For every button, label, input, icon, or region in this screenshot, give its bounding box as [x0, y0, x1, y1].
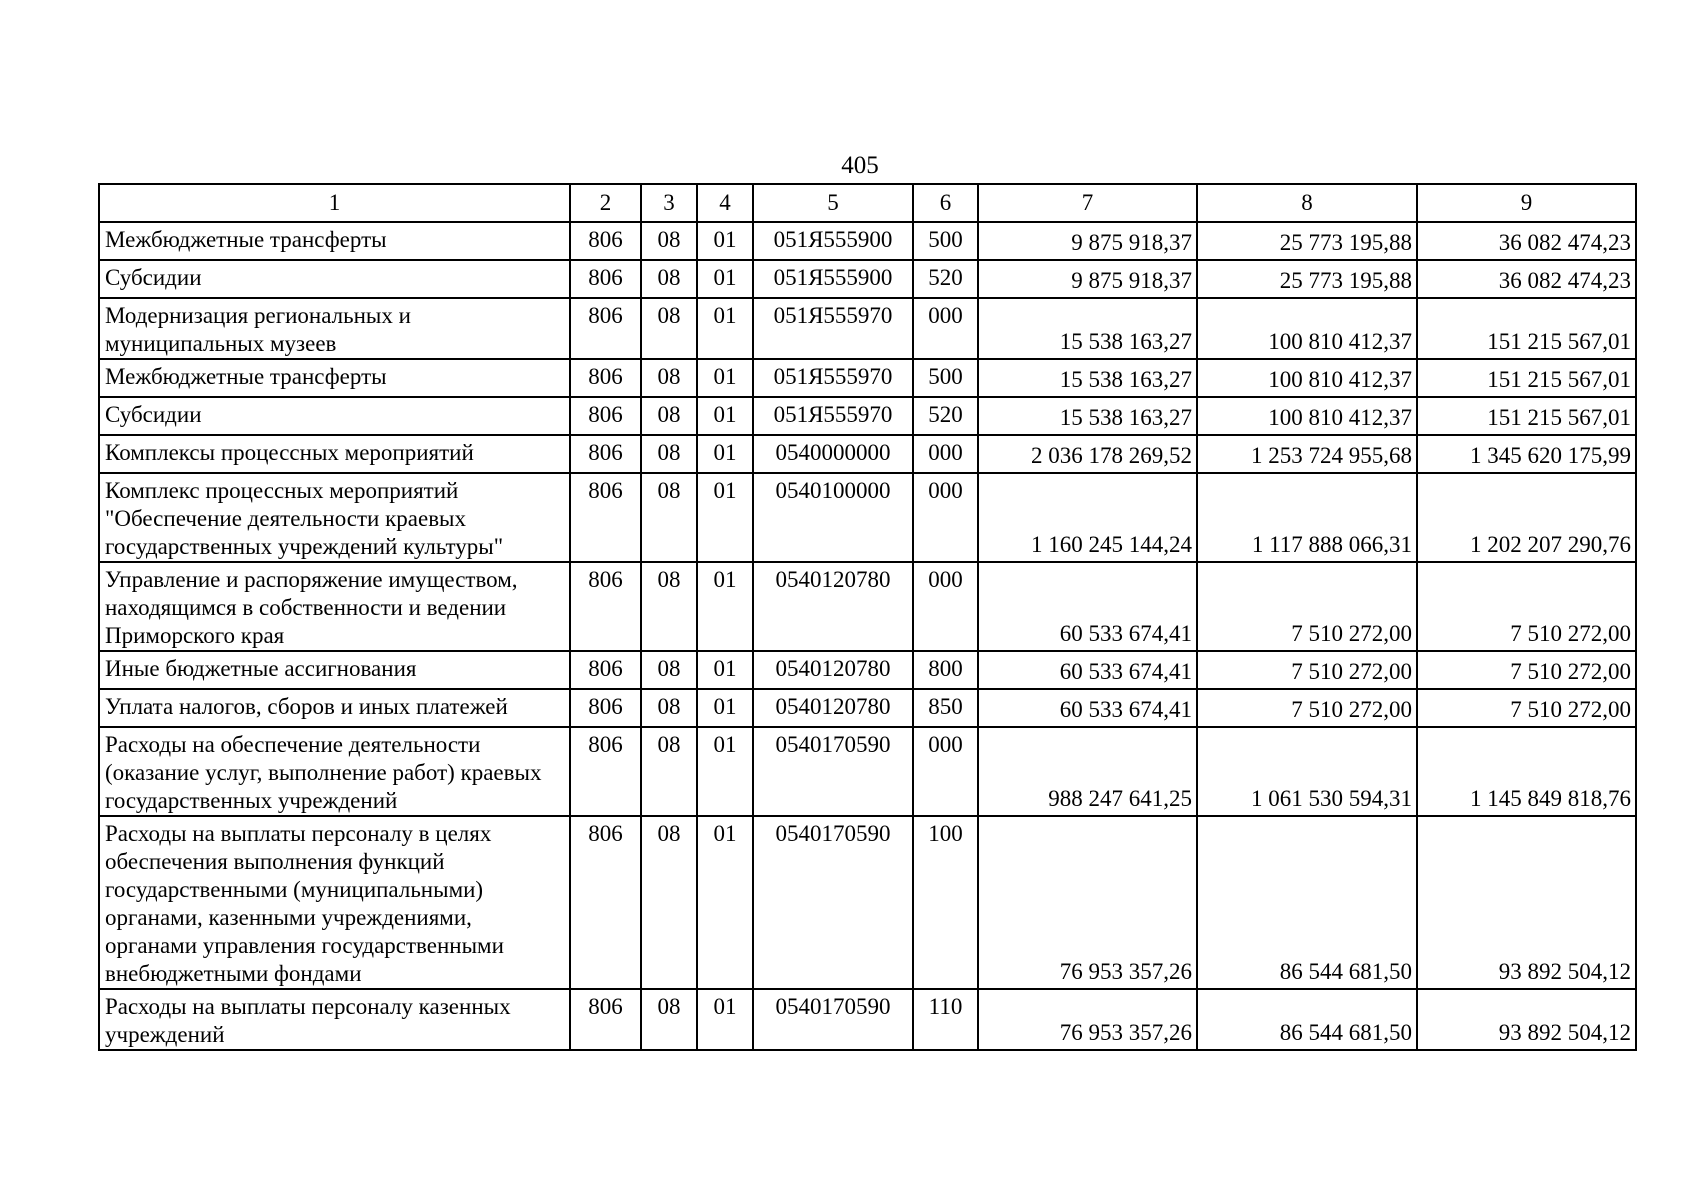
code-cell: 110: [913, 989, 978, 1050]
amount-cell: 7 510 272,00: [1417, 689, 1636, 727]
code-cell: 08: [641, 473, 697, 562]
code-cell: 01: [697, 651, 753, 689]
code-cell: 08: [641, 435, 697, 473]
table-row: [99, 435, 1636, 473]
code-cell: 01: [697, 359, 753, 397]
code-cell: 850: [913, 689, 978, 727]
code-cell: 0540120780: [753, 562, 913, 651]
amount-cell: 2 036 178 269,52: [978, 435, 1197, 473]
code-cell: 0540120780: [753, 651, 913, 689]
row-name: Расходы на обеспечение деятельности (оказание услуг, выполнение работ) краевых государственных учреждений: [99, 727, 570, 816]
row-name: Комплексы процессных мероприятий: [99, 435, 570, 473]
code-cell: 000: [913, 435, 978, 473]
amount-cell: 1 117 888 066,31: [1197, 473, 1417, 562]
row-name: Уплата налогов, сборов и иных платежей: [99, 689, 570, 727]
amount-cell: 60 533 674,41: [978, 689, 1197, 727]
code-cell: 000: [913, 727, 978, 816]
amount-cell: 7 510 272,00: [1197, 651, 1417, 689]
row-name: Межбюджетные трансферты: [99, 222, 570, 260]
code-cell: 806: [570, 727, 641, 816]
amount-cell: 25 773 195,88: [1197, 222, 1417, 260]
column-header: 4: [697, 184, 753, 222]
code-cell: 08: [641, 222, 697, 260]
code-cell: 051Я555900: [753, 260, 913, 298]
code-cell: 051Я555900: [753, 222, 913, 260]
table-row: [99, 689, 1636, 727]
table-row: [99, 359, 1636, 397]
code-cell: 520: [913, 260, 978, 298]
row-name: Управление и распоряжение имуществом, находящимся в собственности и ведении Приморского края: [99, 562, 570, 651]
amount-cell: 25 773 195,88: [1197, 260, 1417, 298]
amount-cell: 7 510 272,00: [1417, 651, 1636, 689]
code-cell: 500: [913, 222, 978, 260]
code-cell: 01: [697, 562, 753, 651]
amount-cell: 15 538 163,27: [978, 397, 1197, 435]
amount-cell: 7 510 272,00: [1197, 689, 1417, 727]
code-cell: 051Я555970: [753, 298, 913, 359]
code-cell: 000: [913, 298, 978, 359]
amount-cell: 9 875 918,37: [978, 260, 1197, 298]
code-cell: 01: [697, 298, 753, 359]
code-cell: 08: [641, 651, 697, 689]
code-cell: 01: [697, 816, 753, 989]
amount-cell: 36 082 474,23: [1417, 222, 1636, 260]
table-row: [99, 260, 1636, 298]
code-cell: 806: [570, 816, 641, 989]
code-cell: 0540120780: [753, 689, 913, 727]
code-cell: 08: [641, 298, 697, 359]
column-header: 6: [913, 184, 978, 222]
code-cell: 08: [641, 689, 697, 727]
column-header: 3: [641, 184, 697, 222]
amount-cell: 1 345 620 175,99: [1417, 435, 1636, 473]
column-header: 5: [753, 184, 913, 222]
amount-cell: 100 810 412,37: [1197, 359, 1417, 397]
code-cell: 01: [697, 989, 753, 1050]
amount-cell: 86 544 681,50: [1197, 816, 1417, 989]
amount-cell: 93 892 504,12: [1417, 816, 1636, 989]
amount-cell: 76 953 357,26: [978, 989, 1197, 1050]
table-row: [99, 562, 1636, 651]
code-cell: 806: [570, 473, 641, 562]
code-cell: 0540100000: [753, 473, 913, 562]
amount-cell: 1 160 245 144,24: [978, 473, 1197, 562]
code-cell: 01: [697, 397, 753, 435]
amount-cell: 1 253 724 955,68: [1197, 435, 1417, 473]
column-header: 9: [1417, 184, 1636, 222]
code-cell: 01: [697, 689, 753, 727]
amount-cell: 988 247 641,25: [978, 727, 1197, 816]
code-cell: 806: [570, 222, 641, 260]
code-cell: 0540170590: [753, 727, 913, 816]
code-cell: 01: [697, 473, 753, 562]
code-cell: 000: [913, 562, 978, 651]
code-cell: 08: [641, 260, 697, 298]
table-row: [99, 651, 1636, 689]
row-name: Расходы на выплаты персоналу в целях обеспечения выполнения функций государственными (муниципальными) органами, казенными учреждениями, органами управления государственными внебюджетными фондами: [99, 816, 570, 989]
table-row: [99, 989, 1636, 1050]
code-cell: 051Я555970: [753, 397, 913, 435]
code-cell: 0540170590: [753, 816, 913, 989]
code-cell: 01: [697, 435, 753, 473]
code-cell: 800: [913, 651, 978, 689]
table-row: [99, 727, 1636, 816]
code-cell: 01: [697, 260, 753, 298]
code-cell: 08: [641, 816, 697, 989]
table-row: [99, 816, 1636, 989]
code-cell: 051Я555970: [753, 359, 913, 397]
amount-cell: 151 215 567,01: [1417, 397, 1636, 435]
amount-cell: 100 810 412,37: [1197, 298, 1417, 359]
code-cell: 01: [697, 727, 753, 816]
code-cell: 806: [570, 359, 641, 397]
amount-cell: 151 215 567,01: [1417, 359, 1636, 397]
row-name: Межбюджетные трансферты: [99, 359, 570, 397]
row-name: Иные бюджетные ассигнования: [99, 651, 570, 689]
code-cell: 0540170590: [753, 989, 913, 1050]
budget-table: [98, 183, 1637, 1051]
amount-cell: 151 215 567,01: [1417, 298, 1636, 359]
code-cell: 806: [570, 562, 641, 651]
amount-cell: 1 145 849 818,76: [1417, 727, 1636, 816]
code-cell: 520: [913, 397, 978, 435]
header-row: [99, 184, 1636, 222]
table-row: [99, 397, 1636, 435]
code-cell: 806: [570, 435, 641, 473]
amount-cell: 93 892 504,12: [1417, 989, 1636, 1050]
amount-cell: 100 810 412,37: [1197, 397, 1417, 435]
code-cell: 806: [570, 689, 641, 727]
code-cell: 806: [570, 260, 641, 298]
amount-cell: 60 533 674,41: [978, 651, 1197, 689]
code-cell: 100: [913, 816, 978, 989]
amount-cell: 60 533 674,41: [978, 562, 1197, 651]
row-name: Субсидии: [99, 397, 570, 435]
code-cell: 806: [570, 298, 641, 359]
table-row: [99, 473, 1636, 562]
code-cell: 08: [641, 989, 697, 1050]
row-name: Комплекс процессных мероприятий "Обеспечение деятельности краевых государственных учреждений культуры": [99, 473, 570, 562]
code-cell: 806: [570, 989, 641, 1050]
column-header: 8: [1197, 184, 1417, 222]
code-cell: 08: [641, 359, 697, 397]
row-name: Расходы на выплаты персоналу казенных учреждений: [99, 989, 570, 1050]
amount-cell: 15 538 163,27: [978, 359, 1197, 397]
code-cell: 08: [641, 397, 697, 435]
code-cell: 01: [697, 222, 753, 260]
amount-cell: 7 510 272,00: [1417, 562, 1636, 651]
amount-cell: 76 953 357,26: [978, 816, 1197, 989]
code-cell: 500: [913, 359, 978, 397]
code-cell: 08: [641, 727, 697, 816]
code-cell: 08: [641, 562, 697, 651]
amount-cell: 1 202 207 290,76: [1417, 473, 1636, 562]
code-cell: 806: [570, 397, 641, 435]
column-header: 7: [978, 184, 1197, 222]
column-header: 2: [570, 184, 641, 222]
table-row: [99, 222, 1636, 260]
amount-cell: 1 061 530 594,31: [1197, 727, 1417, 816]
amount-cell: 86 544 681,50: [1197, 989, 1417, 1050]
code-cell: 000: [913, 473, 978, 562]
code-cell: 0540000000: [753, 435, 913, 473]
amount-cell: 15 538 163,27: [978, 298, 1197, 359]
table-row: [99, 298, 1636, 359]
row-name: Модернизация региональных и муниципальных музеев: [99, 298, 570, 359]
amount-cell: 36 082 474,23: [1417, 260, 1636, 298]
column-header: 1: [99, 184, 570, 222]
amount-cell: 9 875 918,37: [978, 222, 1197, 260]
page-number: 405: [841, 152, 879, 179]
row-name: Субсидии: [99, 260, 570, 298]
amount-cell: 7 510 272,00: [1197, 562, 1417, 651]
code-cell: 806: [570, 651, 641, 689]
